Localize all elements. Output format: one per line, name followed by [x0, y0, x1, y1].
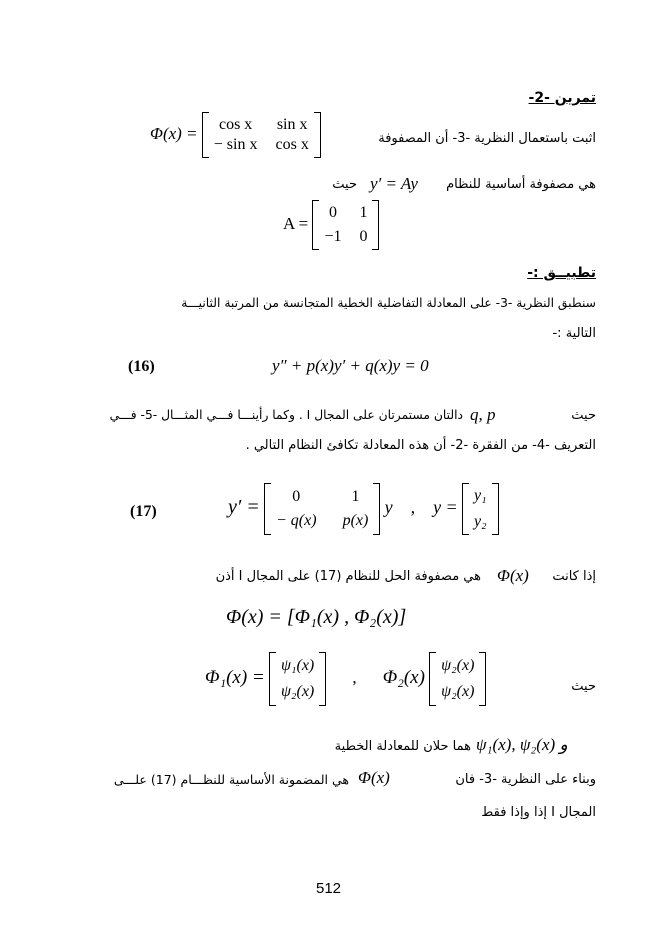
application-title: تطبيــق :-: [527, 265, 596, 281]
psi-functions: ψ₁(x), ψ₂(x) و: [476, 735, 568, 754]
vector-cell: ψ₁(x): [280, 657, 315, 674]
page-number: 512: [316, 880, 342, 897]
phi2-vector: [429, 652, 486, 706]
system-equation: y′ = Ay: [370, 174, 418, 193]
function-variables: q, p: [470, 405, 496, 424]
vector-cell: ψ₂(x): [280, 683, 315, 700]
paragraph5-text: هما حلان للمعادلة الخطية: [334, 739, 471, 754]
paragraph3-line1: دالتان مستمرتان على المجال I . وكما رأينـــا فـــي المثـــال -5- فـــي: [109, 408, 463, 422]
matrix-cell: − q(x): [276, 512, 317, 529]
where-word: حيث: [332, 177, 357, 192]
matrix-cell: − sin x: [213, 136, 258, 153]
separator-comma: ,: [352, 667, 357, 687]
phi-label: Φ(x) =: [150, 123, 198, 143]
phi-matrix: [202, 112, 321, 158]
where-word: حيث: [571, 408, 596, 423]
matrix-cell: p(x): [342, 512, 369, 529]
if-word: إذا كانت: [552, 569, 596, 584]
a-matrix: [312, 200, 379, 250]
equation-number-16: (16): [128, 358, 155, 375]
matrix-cell: 0: [292, 488, 301, 505]
paragraph6-start: وبناء على النظرية -3- فان: [455, 772, 596, 787]
where-word: حيث: [571, 679, 596, 694]
equation-number-17: (17): [130, 503, 157, 520]
vector-cell: y₂: [473, 513, 487, 530]
paragraph6-line2: المجال I إذا وإذا فقط: [481, 805, 596, 820]
phi-inline: Φ(x): [497, 566, 529, 585]
matrix-cell: 1: [351, 488, 360, 505]
exercise-statement-line1: اثبت باستعمال النظرية -3- أن المصفوفة: [378, 131, 596, 146]
phi-inline: Φ(x): [358, 768, 390, 787]
paragraph4-text: هي مصفوفة الحل للنظام (17) على المجال I أذن: [215, 569, 481, 584]
vector-cell: ψ₂(x): [441, 657, 475, 674]
vector-cell: y₁: [473, 487, 487, 504]
eq17-matrix: [264, 483, 380, 535]
matrix-cell: −1: [324, 228, 342, 245]
matrix-cell: sin x: [276, 116, 308, 133]
matrix-cell: 0: [328, 204, 337, 221]
a-label: A =: [283, 213, 309, 233]
vector-cell: ψ₂(x): [441, 683, 475, 700]
equation-16: y″ + p(x)y′ + q(x)y = 0: [272, 356, 429, 375]
exercise-statement-line2: هي مصفوفة أساسية للنظام: [446, 177, 596, 192]
phi1-vector: [269, 652, 326, 706]
eq17-mid: y , y =: [384, 496, 458, 517]
matrix-cell: 1: [359, 204, 368, 221]
equation-17: [228, 483, 499, 535]
application-line2: التالية :-: [552, 326, 596, 341]
phi1-label: Φ₁(x) =: [205, 666, 265, 688]
phi1-phi2-equation: [205, 652, 486, 706]
phi2-label: Φ₂(x): [382, 666, 425, 688]
phi-decomposition: Φ(x) = [Φ₁(x) , Φ₂(x)]: [226, 606, 407, 628]
matrix-cell: 0: [359, 228, 368, 245]
exercise-title: تمرين -2-: [528, 90, 596, 106]
a-matrix-equation: [283, 200, 379, 250]
eq17-vector: [462, 483, 499, 535]
paragraph6-text: هي المضمونة الأساسية للنظـــام (17) علـــى: [113, 772, 349, 787]
matrix-cell: cos x: [275, 136, 309, 153]
paragraph3-line2: التعريف -4- من الفقرة -2- أن هذه المعادلة تكافئ النظام التالي .: [245, 438, 596, 453]
phi-matrix-equation: [150, 112, 321, 158]
eq17-lhs: y′ =: [228, 495, 260, 518]
matrix-cell: cos x: [218, 116, 253, 133]
application-line1: سنطبق النظرية -3- على المعادلة التفاضلية الخطية المتجانسة من المرتبة الثانيـــة: [181, 296, 596, 310]
